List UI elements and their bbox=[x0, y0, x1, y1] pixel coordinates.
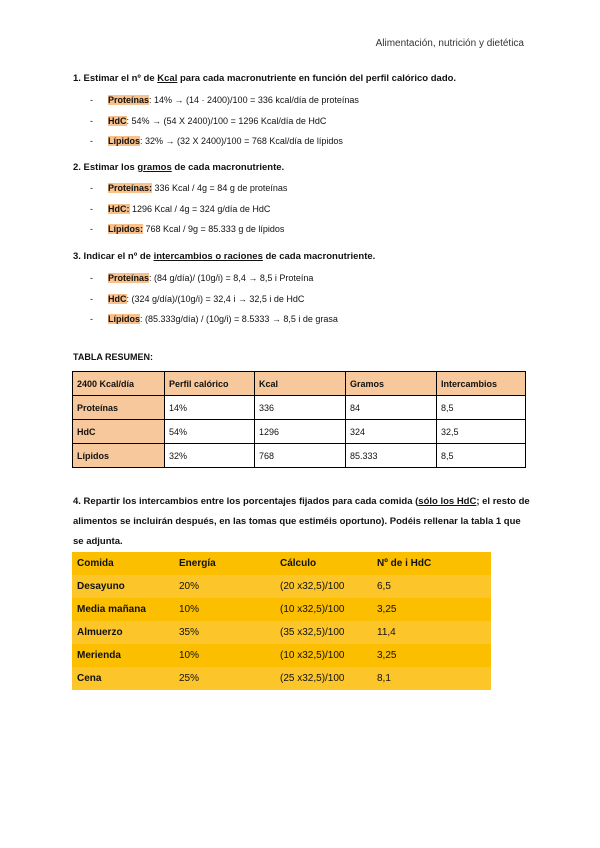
table-cell: Desayuno bbox=[72, 575, 174, 598]
item-text: 336 Kcal / 4g = 84 g de proteínas bbox=[152, 183, 288, 193]
table-cell: 10% bbox=[179, 604, 200, 615]
item-text: : (85.333g/día) / (10g/i) = 8.5333 → 8,5 i de grasa bbox=[140, 314, 338, 324]
q3-suffix: de cada macronutriente. bbox=[262, 251, 376, 262]
table-cell: Lípidos bbox=[73, 444, 165, 468]
table-header-cell: Nº de i HdC bbox=[377, 558, 432, 569]
table-header-row bbox=[73, 372, 526, 396]
table-header-cell: Kcal bbox=[255, 372, 346, 396]
table-row bbox=[73, 420, 526, 444]
list-item: - Lípidos: (85.333g/día) / (10g/i) = 8.5333 → 8,5 i de grasa bbox=[90, 314, 338, 324]
table-cell: 54% bbox=[165, 420, 255, 444]
table-header-cell: 2400 Kcal/día bbox=[73, 372, 165, 396]
list-item: - Lípidos: 32% → (32 X 2400)/100 = 768 Kcal/día de lípidos bbox=[90, 136, 343, 146]
table-cell: 35% bbox=[174, 621, 275, 644]
q4-suffix: ; el resto de alimentos se incluirán después, en las tomas que estiméis oportuno). Podéis rellenar la tabla 1 que se adjunta. bbox=[73, 496, 530, 547]
table-cell: 32,5 bbox=[437, 420, 526, 444]
table-header-cell: Energía bbox=[179, 558, 216, 569]
table-cell: 8,5 bbox=[437, 444, 526, 468]
page-header: Alimentación, nutrición y dietética bbox=[375, 38, 524, 49]
table-cell: HdC bbox=[73, 420, 165, 444]
list-item: - HdC: 54% → (54 X 2400)/100 = 1296 Kcal/día de HdC bbox=[90, 115, 327, 126]
table-cell: 20% bbox=[174, 575, 275, 598]
question-1 bbox=[73, 73, 456, 84]
q1-list bbox=[90, 90, 359, 152]
table-row bbox=[73, 396, 526, 420]
list-item: - Proteínas: 336 Kcal / 4g = 84 g de proteínas bbox=[90, 183, 288, 193]
table-cell: (20 x32,5)/100 bbox=[275, 575, 372, 598]
item-label: Proteínas bbox=[108, 95, 150, 105]
item-label: HdC bbox=[108, 115, 127, 126]
table-cell: 768 bbox=[255, 444, 346, 468]
q2-list bbox=[90, 178, 287, 240]
table-cell: 1296 bbox=[255, 420, 346, 444]
table-row bbox=[73, 444, 526, 468]
question-2 bbox=[73, 162, 284, 173]
summary-table bbox=[72, 371, 526, 468]
question-3 bbox=[73, 251, 375, 262]
q2-suffix: de cada macronutriente. bbox=[171, 162, 285, 173]
table-header-row bbox=[72, 552, 491, 575]
item-text: : (84 g/día)/ (10g/i) = 8,4 → 8,5 i Proteína bbox=[149, 273, 314, 283]
q1-suffix: para cada macronutriente en función del perfil calórico dado. bbox=[177, 73, 457, 84]
item-label: Lípidos bbox=[108, 136, 140, 146]
list-item: - HdC: (324 g/día)/(10g/i) = 32,4 i → 32,5 i de HdC bbox=[90, 293, 305, 304]
item-label: Proteínas: bbox=[108, 183, 153, 193]
table-row bbox=[72, 621, 491, 644]
item-label: HdC: bbox=[108, 203, 130, 214]
table-cell: 32% bbox=[165, 444, 255, 468]
table-cell: 3,25 bbox=[377, 650, 397, 661]
table-cell: (10 x32,5)/100 bbox=[280, 650, 345, 661]
table-cell: 85.333 bbox=[346, 444, 437, 468]
list-item: - Proteínas: 14% → (14 · 2400)/100 = 336 kcal/día de proteínas bbox=[90, 95, 359, 105]
table-cell: Proteínas bbox=[73, 396, 165, 420]
meals-table bbox=[72, 552, 491, 690]
table-header-cell: Cálculo bbox=[280, 558, 317, 569]
table-cell: (25 x32,5)/100 bbox=[275, 667, 372, 690]
q4-underlined: sólo los HdC bbox=[418, 496, 477, 507]
table-cell: 84 bbox=[346, 396, 437, 420]
item-text: : 32% → (32 X 2400)/100 = 768 Kcal/día de lípidos bbox=[140, 136, 343, 146]
table-cell: 3,25 bbox=[377, 604, 397, 615]
table-cell: 8,1 bbox=[372, 667, 491, 690]
table-cell: 6,5 bbox=[372, 575, 491, 598]
table-row bbox=[72, 667, 491, 690]
q2-prefix: 2. Estimar los bbox=[73, 162, 138, 173]
table-cell: 8,5 bbox=[437, 396, 526, 420]
list-item: - HdC: 1296 Kcal / 4g = 324 g/día de HdC bbox=[90, 203, 271, 214]
table-cell: 10% bbox=[179, 650, 200, 661]
table-header-cell: Perfil calórico bbox=[165, 372, 255, 396]
item-label: Lípidos: bbox=[108, 224, 143, 234]
table-cell: Merienda bbox=[77, 650, 121, 661]
table-cell: 324 bbox=[346, 420, 437, 444]
item-text: 768 Kcal / 9g = 85.333 g de lípidos bbox=[143, 224, 285, 234]
q2-underlined: gramos bbox=[137, 162, 172, 173]
table-cell: 336 bbox=[255, 396, 346, 420]
q1-prefix: 1. Estimar el nº de bbox=[73, 73, 158, 84]
item-label: Proteínas bbox=[108, 273, 150, 283]
item-label: Lípidos bbox=[108, 314, 140, 324]
table-cell: (10 x32,5)/100 bbox=[280, 604, 345, 615]
table-header-cell: Gramos bbox=[346, 372, 437, 396]
item-text: : (324 g/día)/(10g/i) = 32,4 i → 32,5 i de HdC bbox=[126, 293, 305, 304]
table-cell: 25% bbox=[174, 667, 275, 690]
table-cell: 11,4 bbox=[372, 621, 491, 644]
table-row bbox=[72, 575, 491, 598]
table-cell: (35 x32,5)/100 bbox=[275, 621, 372, 644]
table-row bbox=[72, 598, 491, 621]
table-header-cell: Comida bbox=[77, 558, 114, 569]
summary-title: TABLA RESUMEN: bbox=[73, 352, 153, 362]
item-text: : 14% → (14 · 2400)/100 = 336 kcal/día de proteínas bbox=[149, 95, 359, 105]
q3-underlined: intercambios o raciones bbox=[153, 251, 263, 262]
list-item: - Lípidos: 768 Kcal / 9g = 85.333 g de lípidos bbox=[90, 224, 285, 234]
list-item: - Proteínas: (84 g/día)/ (10g/i) = 8,4 → 8,5 i Proteína bbox=[90, 273, 314, 283]
q4-prefix: 4. Repartir los intercambios entre los porcentajes fijados para cada comida ( bbox=[73, 496, 419, 507]
item-label: HdC bbox=[108, 293, 127, 304]
item-text: : 54% → (54 X 2400)/100 = 1296 Kcal/día de HdC bbox=[126, 115, 327, 126]
table-cell: Cena bbox=[72, 667, 174, 690]
question-4 bbox=[73, 492, 533, 552]
item-text: 1296 Kcal / 4g = 324 g/día de HdC bbox=[129, 203, 271, 214]
table-cell: 14% bbox=[165, 396, 255, 420]
q3-list bbox=[90, 268, 338, 330]
q3-prefix: 3. Indicar el nº de bbox=[73, 251, 154, 262]
table-cell: Almuerzo bbox=[72, 621, 174, 644]
q1-underlined: Kcal bbox=[157, 73, 178, 84]
table-row bbox=[72, 644, 491, 667]
table-header-cell: Intercambios bbox=[437, 372, 526, 396]
table-cell: Media mañana bbox=[77, 604, 146, 615]
